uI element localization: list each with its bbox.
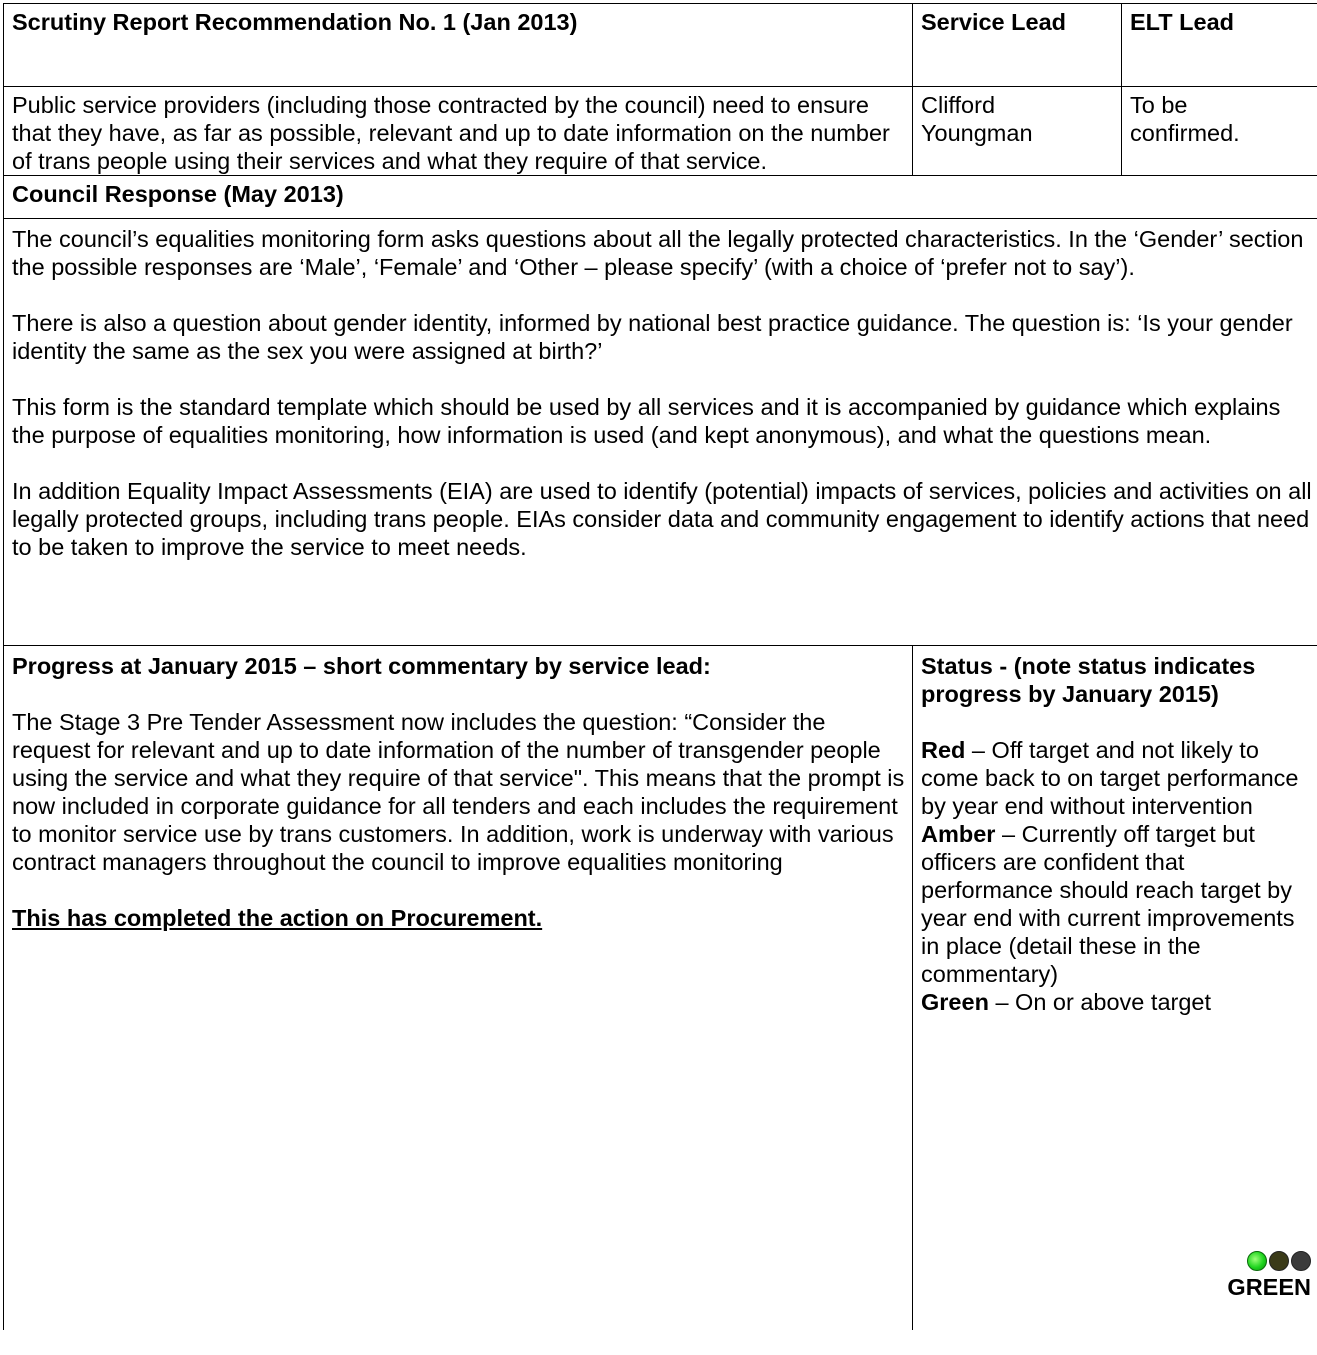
amber-light-icon <box>1269 1251 1289 1271</box>
status-amber-label: Amber <box>921 821 996 847</box>
service-lead-first: Clifford <box>921 92 996 118</box>
recommendation-title: Scrutiny Report Recommendation No. 1 (Jan 2013) <box>4 4 913 87</box>
status-red <box>921 736 1312 820</box>
header-row <box>4 4 1317 87</box>
status-amber-text: – Currently off target but officers are confident that performance should reach target by year end with current improvements in place (detail these in the commentary) <box>921 821 1295 987</box>
council-response-title: Council Response (May 2013) <box>4 176 1317 219</box>
service-lead-last: Youngman <box>921 120 1033 146</box>
service-lead-label: Service Lead <box>913 4 1122 87</box>
response-paragraph-4: In addition Equality Impact Assessments (EIA) are used to identify (potential) impacts of services, policies and activities on all legally protected groups, including trans people. EIAs consider data and community engagement to identify actions that need to be taken to improve the service to meet needs. <box>12 478 1312 560</box>
elt-lead-value <box>1122 87 1317 176</box>
elt-lead-label: ELT Lead <box>1122 4 1317 87</box>
progress-row <box>4 646 1317 1331</box>
council-response-body <box>4 219 1317 646</box>
status-cell <box>913 646 1317 1331</box>
progress-body: The Stage 3 Pre Tender Assessment now includes the question: “Consider the request for relevant and up to date information of the number of transgender people using the service and what they require of that service". This means that the prompt is now included in corporate guidance for all tenders and each includes the requirement to monitor service use by trans customers. In addition, work is underway with various contract managers throughout the council to improve equalities monitoring <box>12 709 905 875</box>
status-green-label: Green <box>921 989 989 1015</box>
council-response-row <box>4 219 1317 646</box>
status-title: Status - (note status indicates progress by January 2015) <box>921 653 1256 707</box>
status-red-label: Red <box>921 737 966 763</box>
progress-title: Progress at January 2015 – short commentary by service lead: <box>12 653 711 679</box>
scrutiny-report-table <box>3 3 1317 1330</box>
service-lead-name <box>913 87 1122 176</box>
progress-conclusion: This has completed the action on Procurement. <box>12 905 543 931</box>
status-amber <box>921 820 1312 988</box>
progress-cell <box>4 646 913 1331</box>
response-paragraph-2: There is also a question about gender identity, informed by national best practice guidance. The question is: ‘Is your gender identity the same as the sex you were assigned at birth?’ <box>12 310 1293 364</box>
status-red-text: – Off target and not likely to come back to on target performance by year end without intervention <box>921 737 1299 819</box>
status-green <box>921 988 1312 1016</box>
red-light-icon <box>1291 1251 1311 1271</box>
response-paragraph-3: This form is the standard template which should be used by all services and it is accompanied by guidance which explains the purpose of equalities monitoring, how information is used (and kept anonymous), and what the questions mean. <box>12 394 1281 448</box>
response-paragraph-1: The council’s equalities monitoring form asks questions about all the legally protected characteristics. In the ‘Gender’ section the possible responses are ‘Male’, ‘Female’ and ‘Other – please specify’ (with a choice of ‘prefer not to say’). <box>12 226 1304 280</box>
status-green-text: – On or above target <box>988 989 1212 1015</box>
traffic-light-icon <box>1227 1251 1311 1271</box>
elt-lead-line2: confirmed. <box>1130 120 1240 146</box>
status-indicator <box>1227 1251 1311 1301</box>
elt-lead-line1: To be <box>1130 92 1188 118</box>
recommendation-row <box>4 87 1317 176</box>
current-status: GREEN <box>1227 1274 1311 1300</box>
council-response-header-row <box>4 176 1317 219</box>
green-light-icon <box>1247 1251 1267 1271</box>
recommendation-text: Public service providers (including those contracted by the council) need to ensure that they have, as far as possible, relevant and up to date information on the number of trans people using their services and what they require of that service. <box>4 87 913 176</box>
